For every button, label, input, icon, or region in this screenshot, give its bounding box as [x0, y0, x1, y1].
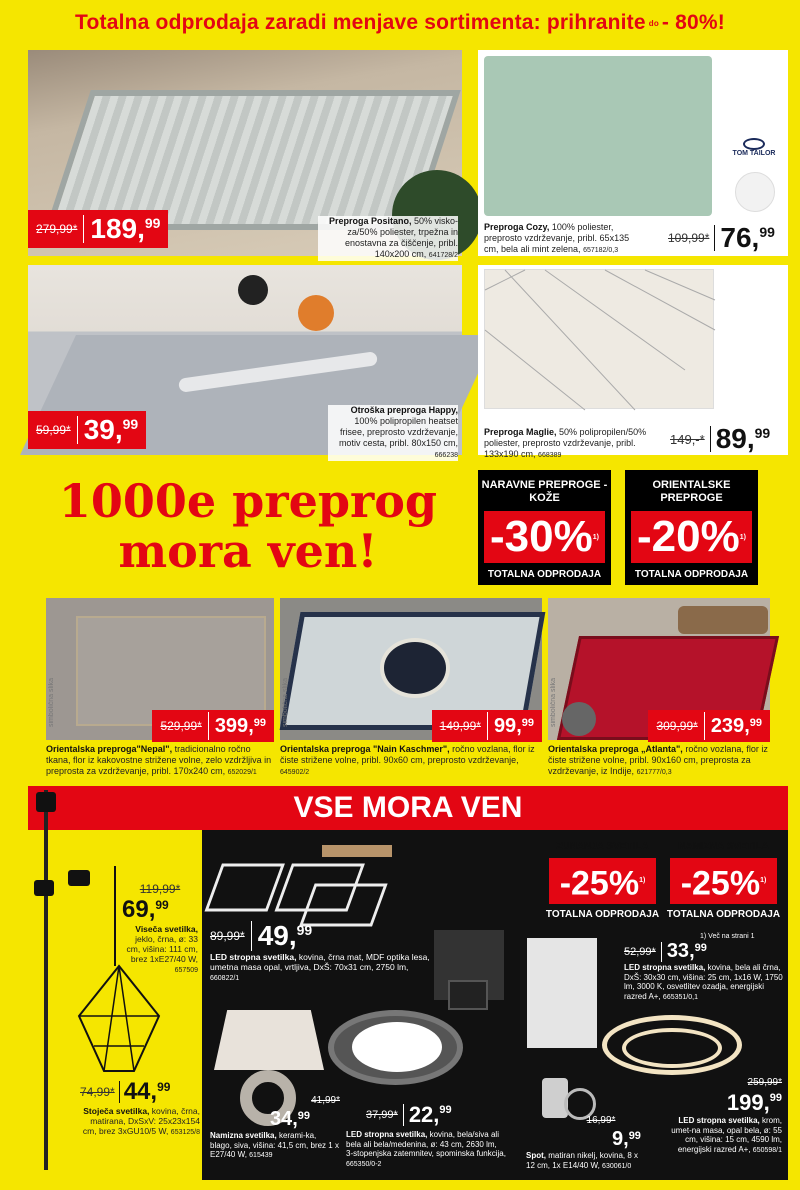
product-description — [328, 405, 458, 461]
price-cents: 99 — [155, 898, 169, 912]
product-name: LED stropna svetilka, — [624, 963, 706, 972]
product-description — [280, 744, 542, 778]
discount-label: ZUNANJA SVETILA — [556, 841, 649, 852]
price-value: 69 — [122, 896, 149, 923]
price-cents: 99 — [157, 1080, 171, 1094]
footnote-marker: 1) — [760, 877, 767, 884]
product-code: 615439 — [249, 1152, 273, 1159]
white-color-swatch — [735, 172, 775, 212]
product-desc: kovina, bela ali črna, DxŠ: 30x30 cm, višina: 25 cm, 1x16 W, 1750 lm, 3000 K, osvetlitev ozadja, energijski razred A+, — [624, 963, 783, 1001]
product-desc: tradicionalno ročno tkana, flor iz kakovostne strižene volne, zelo vzdržljiva in preprosta za vzdrževanje, pribl. 170x240 cm, — [46, 744, 272, 776]
headline-do: do — [648, 18, 659, 28]
product-name: LED stropna svetilka, — [678, 1116, 760, 1125]
lamps-title: VSE MORA VEN — [293, 791, 523, 824]
banner-line-1: 1000e preprog — [58, 474, 438, 528]
lamps-title-bar — [28, 786, 788, 830]
discount-value: -25% — [680, 864, 761, 903]
product-desc: 100% polipropilen heatset frisee, preprosto vzdrževanje, motiv cesta, pribl. 80x150 cm, — [338, 416, 458, 448]
product-description — [346, 1130, 506, 1169]
product-code: 660822/1 — [210, 975, 240, 982]
price-value: 9 — [612, 1128, 624, 1150]
product-code: 630061/0 — [602, 1162, 632, 1170]
symbolic-image-note: simbolična slika — [282, 678, 289, 728]
price-tag: 59,99* 39,99 — [28, 411, 146, 449]
product-code: 666238 — [434, 452, 458, 459]
product-desc: kovina, črna mat, MDF optika lesa, umetna masa opal, vrtljiva, DxŠ: 70x31 cm, 2750 lm, — [210, 952, 430, 972]
product-description — [662, 1116, 782, 1155]
product-desc: matiran nikelj, kovina, 8 x 12 cm, 1x E14/40 W, — [526, 1151, 639, 1170]
product-name: Spot, — [526, 1151, 546, 1160]
price-value: 44 — [123, 1078, 151, 1105]
lamp-table[interactable]: 41,99* 34,99 Namizna svetilka, kerami-ka, blago, siva, višina: 41,5 cm, brez 1 x E27/40 W, 615439 — [210, 1095, 340, 1159]
product-desc: jeklo, črna, ø: 33 cm, višina: 111 cm, brez 1xE27/40 W, — [126, 934, 198, 964]
discount-value: -20% — [637, 512, 740, 561]
product-code: 665350/0-2 — [346, 1160, 382, 1168]
product-code: 645902/2 — [280, 769, 310, 776]
price-cents: 99 — [297, 1110, 310, 1122]
product-description — [484, 427, 649, 461]
product-code: 665351/0,1 — [662, 993, 698, 1001]
discount-box-natural — [478, 470, 611, 585]
product-desc: ročno vozlana, flor iz čiste strižene volne, pribl. 90x60 cm, preprosto vzdrževanje, — [280, 744, 535, 765]
price-value: 239 — [710, 714, 745, 737]
price-cents: 99 — [521, 716, 534, 729]
headline-bar — [0, 0, 800, 46]
product-code: 657509 — [174, 967, 198, 974]
product-desc: 50% polipropilen/50% poliester, preprosto vzdrževanje, pribl. 133x190 cm, — [484, 427, 647, 459]
price-tag: 529,99* 399,99 — [152, 710, 274, 742]
discount-label: NARAVNE PREPROGE - KOŽE — [481, 479, 608, 504]
old-price: 59,99* — [36, 423, 71, 437]
product-desc: kerami-ka, blago, siva, višina: 41,5 cm, brez 1 x E27/40 W, — [210, 1131, 339, 1159]
discount-box-table — [666, 836, 781, 931]
old-price: 37,99* — [366, 1109, 398, 1121]
product-code: 653125/8 — [170, 1129, 200, 1136]
product-code: 641728/2 — [428, 252, 458, 259]
price-tag: 149,-* 89,99 — [670, 423, 771, 454]
price-value: 22 — [408, 1102, 434, 1127]
footnote-marker: 1) — [739, 533, 746, 541]
old-price: 119,99* — [139, 882, 181, 896]
product-name: Orientalska preproga"Nepal", — [46, 744, 173, 754]
old-price: 529,99* — [160, 719, 202, 733]
price-value: 76 — [720, 222, 752, 253]
lamp-pendant[interactable]: 119,99* 69,99 Viseča svetilka, jeklo, črna, ø: 33 cm, višina: 111 cm, brez 1xE27/40 W, 657509 — [122, 882, 198, 974]
product-desc: krom, umet-na masa, opal bela, ø: 55 cm, višina: 15 cm, 4590 lm, energijski razred A+, — [671, 1116, 782, 1154]
banner-title — [28, 476, 468, 576]
rug-photo — [484, 56, 712, 216]
product-name: Stoječa svetilka, — [83, 1106, 150, 1116]
old-price: 259,99* — [747, 1077, 782, 1088]
product-maglie[interactable] — [478, 265, 788, 459]
product-name: Preproga Maglie, — [484, 427, 557, 437]
discount-value: -30% — [490, 512, 593, 561]
old-price: 279,99* — [36, 222, 78, 236]
price-value: 33 — [666, 940, 690, 962]
product-name: Orientalska preproga "Nain Kaschmer", — [280, 744, 450, 754]
product-name: Preproga Positano, — [328, 216, 412, 226]
price-tag: 109,99* 76,99 — [668, 222, 775, 253]
product-name: Otroška preproga Happy, — [350, 405, 458, 415]
product-code: 657182/0,3 — [583, 247, 619, 254]
discount-bottom: TOTALNA ODPRODAJA — [634, 569, 749, 580]
price-value: 89 — [715, 423, 747, 454]
discount-value: -25% — [559, 864, 640, 903]
price-cents: 99 — [144, 215, 161, 231]
product-desc: 100% poliester, preprosto vzdrževanje, pribl. 65x135 cm, bela ali mint zelena, — [484, 222, 630, 254]
headline-percent: - 80%! — [661, 11, 725, 34]
lamp-floor[interactable]: 74,99* 44,99 Stoječa svetilka, kovina, črna, matirana, DxSxV: 25x23x154 cm, brez 3xGU10/5 W, 653125/8 — [80, 1078, 200, 1136]
price-tag: 309,99* 239,99 — [648, 710, 770, 742]
product-desc: ročno vozlana, flor iz čiste strižene volne, pribl. 90x160 cm, preprosta za vzdrževanje, iz Indije, — [548, 744, 768, 776]
price-cents: 99 — [296, 922, 313, 938]
old-price: 52,99* — [624, 945, 656, 958]
footnote-marker: 1) — [639, 877, 646, 884]
price-cents: 99 — [694, 942, 707, 954]
product-name: Namizna svetilka, — [210, 1131, 277, 1140]
discount-box-oriental — [625, 470, 758, 585]
price-cents: 99 — [769, 1092, 782, 1104]
product-code: 621777/0,3 — [636, 769, 672, 776]
banner-line-2: mora ven! — [118, 524, 378, 578]
product-happy[interactable] — [28, 265, 462, 459]
price-cents: 99 — [749, 716, 762, 729]
product-code: 650598/1 — [752, 1146, 782, 1154]
square-led-lamp-shape — [222, 840, 452, 930]
old-price: 41,99* — [311, 1095, 340, 1106]
brand-name: TOM TAILOR — [732, 150, 776, 157]
product-description — [80, 1106, 200, 1138]
oriental-rug-nepal[interactable] — [46, 598, 274, 778]
price-cents: 99 — [122, 416, 139, 432]
old-price: 74,99* — [80, 1085, 115, 1099]
price-value: 39 — [83, 414, 115, 445]
lamp-led-round[interactable]: 37,99* 22,99 LED stropna svetilka, kovina, bela/siva ali bela ali bela/medenina, ø: 43 cm, 2630 lm, 3-stopenjska zatemnitev, spominska funkcija, 665350/0-2 — [346, 1102, 506, 1168]
rug-photo — [484, 269, 714, 409]
lamp-led-cube[interactable]: 52,99* 33,99 LED stropna svetilka, kovina, bela ali črna, DxŠ: 30x30 cm, višina: 25 cm, 1x16 W, 1750 lm, 3000 K, osvetlitev ozadja, energijski razred A+, 665351/0,1 — [624, 940, 783, 1001]
discount-bottom: TOTALNA ODPRODAJA — [545, 909, 660, 920]
footnote-marker: 1) — [592, 533, 599, 541]
lamp-spot[interactable]: 16,99* 9,99 Spot, matiran nikelj, kovina, 8 x 12 cm, 1x E14/40 W, 630061/0 — [526, 1110, 646, 1180]
price-cents: 99 — [754, 425, 771, 441]
product-name: LED stropna svetilka, — [346, 1130, 428, 1139]
product-description — [46, 744, 274, 778]
carpet-banner — [28, 462, 788, 592]
discount-box-outdoor — [545, 836, 660, 931]
product-desc: kovina, črna, matirana, DxSxV: 25x23x154 cm, brez 3xGU10/5 W, — [82, 1106, 200, 1136]
product-name: LED stropna svetilka, — [210, 952, 297, 962]
product-desc: 50% visko-za/50% poliester, trpežna in enostavna za čiščenje, pribl. 140x200 cm, — [344, 216, 458, 259]
old-price: 309,99* — [656, 719, 698, 733]
price-tag: 149,99* 99,99 — [432, 710, 542, 742]
price-value: 189 — [90, 213, 138, 244]
product-description — [548, 744, 770, 778]
footnote: 1) Več na strani 1 — [700, 933, 755, 940]
product-description — [526, 1151, 646, 1171]
price-cents: 99 — [439, 1104, 452, 1116]
lamp-led-square[interactable]: 89,99* 49,99 LED stropna svetilka, kovina, črna mat, MDF optika lesa, umetna masa opal, vrtljiva, DxŠ: 70x31 cm, 2750 lm, 660822/1 — [210, 920, 430, 982]
product-description — [210, 952, 430, 984]
product-description — [624, 963, 784, 1002]
price-value: 34 — [269, 1108, 293, 1130]
product-cozy[interactable] — [478, 50, 788, 256]
price-value: 99 — [493, 714, 517, 737]
discount-label: NAMIZNA SVETILA — [678, 841, 769, 852]
product-name: Orientalska preproga „Atlanta", — [548, 744, 683, 754]
price-cents: 99 — [628, 1130, 641, 1142]
old-price: 149,99* — [439, 719, 481, 733]
symbolic-image-note: simbolična slika — [48, 678, 55, 728]
lamp-led-ring[interactable]: 259,99* 199,99 LED stropna svetilka, krom, umet-na masa, opal bela, ø: 55 cm, višina: 15 cm, 4590 lm, energijski razred A+, 650598/1 — [662, 1072, 782, 1180]
product-desc: kovina, bela/siva ali bela ali bela/medenina, ø: 43 cm, 2630 lm, 3-stopenjska zatemnitev, spominska funkcija, — [346, 1130, 506, 1158]
symbolic-image-note: simbolična slika — [550, 678, 557, 728]
product-description — [484, 222, 634, 256]
product-code: 652029/1 — [227, 769, 257, 776]
product-code: 668389 — [538, 452, 562, 459]
headline-text: Totalna odprodaja zaradi menjave sortimenta: prihranite — [75, 11, 646, 34]
price-tag: 279,99* 189,99 — [28, 210, 168, 248]
product-name: Preproga Cozy, — [484, 222, 550, 232]
old-price: 109,99* — [668, 231, 710, 245]
product-name: Viseča svetilka, — [135, 924, 198, 934]
old-price: 89,99* — [210, 929, 245, 943]
old-price: 149,-* — [670, 431, 705, 447]
product-description — [122, 924, 198, 976]
discount-bottom: TOTALNA ODPRODAJA — [487, 569, 602, 580]
product-positano[interactable] — [28, 50, 462, 259]
old-price: 16,99* — [586, 1115, 616, 1126]
discount-label: ORIENTALSKE PREPROGE — [652, 479, 731, 504]
oriental-rug-nain[interactable] — [280, 598, 542, 778]
price-cents: 99 — [253, 716, 266, 729]
tom-tailor-logo — [724, 138, 784, 162]
price-value: 399 — [214, 714, 249, 737]
price-value: 199 — [726, 1090, 764, 1115]
price-value: 49 — [257, 920, 289, 951]
discount-bottom: TOTALNA ODPRODAJA — [666, 909, 781, 920]
price-cents: 99 — [759, 224, 775, 240]
product-description — [318, 216, 458, 261]
oriental-rug-atlanta[interactable] — [548, 598, 770, 778]
product-description — [210, 1131, 340, 1161]
